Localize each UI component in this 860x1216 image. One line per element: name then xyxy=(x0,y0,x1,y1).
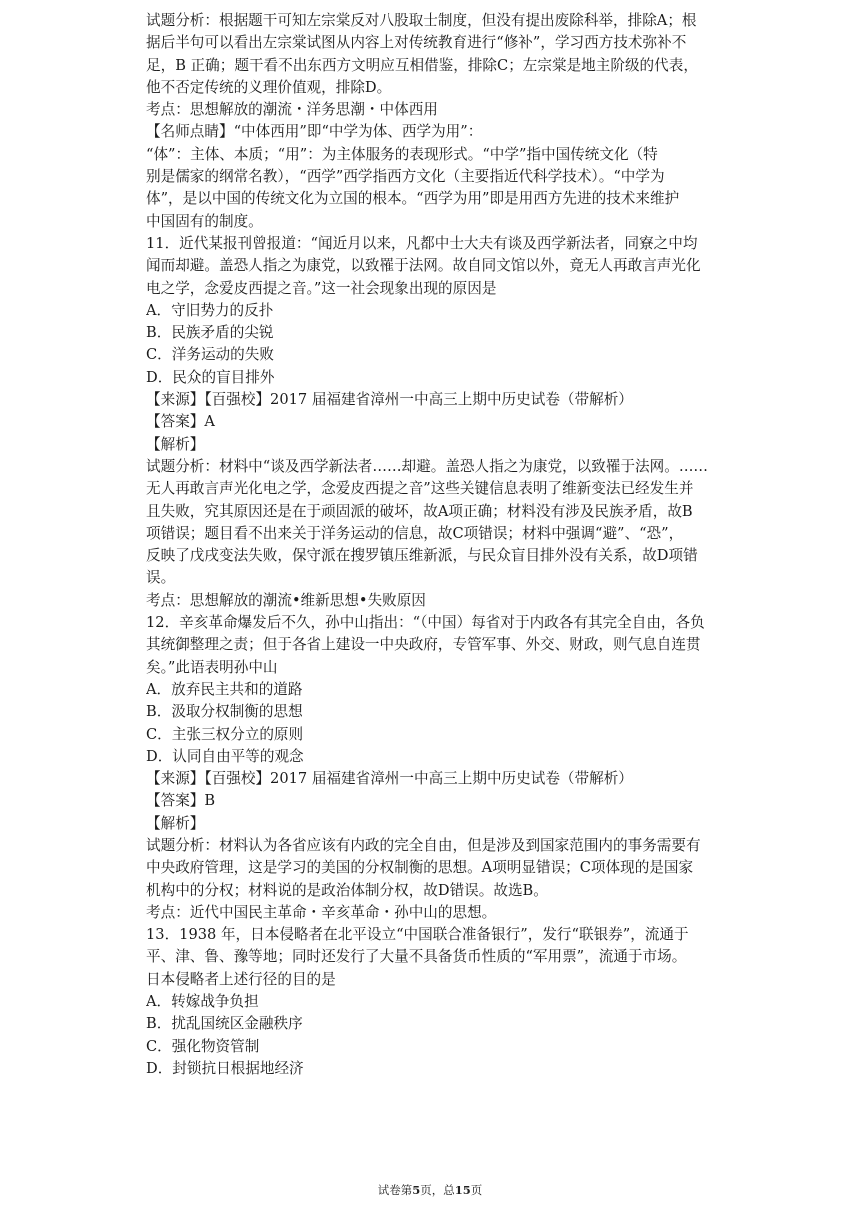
text-line: C．主张三权分立的原则 xyxy=(146,725,304,743)
text-line: 别是儒家的纲常名教），“西学”西学指西方文化（主要指近代科学技术）。“中学为 xyxy=(146,168,665,186)
text-line: 足，B 正确；题干看不出东西方文明应互相借鉴，排除C；左宗棠是地主阶级的代表， xyxy=(146,56,698,74)
text-line: 11．近代某报刊曾报道：“闻近月以来，凡都中士大夫有谈及西学新法者，同寮之中均 xyxy=(146,234,698,252)
text-line: 矣。”此语表明孙中山 xyxy=(146,658,278,676)
text-line: A．放弃民主共和的道路 xyxy=(146,680,303,698)
text-line: B．扰乱国统区金融秩序 xyxy=(146,1015,303,1033)
text-line: 【名师点睛】“中体西用”即“中学为体、西学为用”： xyxy=(146,123,483,141)
text-line: 试题分析：材料认为各省应该有内政的完全自由，但是涉及到国家范围内的事务需要有 xyxy=(146,836,701,854)
text-line: 中国固有的制度。 xyxy=(146,212,263,230)
text-line: 【解析】 xyxy=(146,435,205,453)
text-line: 【来源】【百强校】2017 届福建省漳州一中高三上期中历史试卷（带解析） xyxy=(146,770,633,788)
text-line: 考点：近代中国民主革命・辛亥革命・孙中山的思想。 xyxy=(146,903,497,921)
text-line: 体”，是以中国的传统文化为立国的根本。“西学为用”即是用西方先进的技术来维护 xyxy=(146,190,680,208)
text-line: 据后半句可以看出左宗棠试图从内容上对传统教育进行“修补”，学习西方技术弥补不 xyxy=(146,34,687,52)
text-line: 平、津、鲁、豫等地；同时还发行了大量不具备货币性质的“军用票”，流通于市场。 xyxy=(146,948,687,966)
footer-prefix: 试卷第 xyxy=(377,1183,413,1197)
document-body xyxy=(146,10,716,1080)
text-line: B．民族矛盾的尖锐 xyxy=(146,324,274,342)
text-line: C．强化物资管制 xyxy=(146,1037,260,1055)
text-line: B．汲取分权制衡的思想 xyxy=(146,703,303,721)
footer-middle: 页，总 xyxy=(420,1183,455,1197)
text-line: 试题分析：材料中“谈及西学新法者……却避。盖恐人指之为康党，以致罹于法网。…… xyxy=(146,457,709,475)
page-footer xyxy=(0,1182,860,1198)
text-line: 无人再敢言声光化电之学，念爱皮西提之音”这些关键信息表明了维新变法已经发生并 xyxy=(146,480,694,498)
text-line: 13．1938 年，日本侵略者在北平设立“中国联合准备银行”，发行“联银券”，流通于 xyxy=(146,926,689,944)
text-line: 【来源】【百强校】2017 届福建省漳州一中高三上期中历史试卷（带解析） xyxy=(146,391,633,409)
text-line: 【解析】 xyxy=(146,814,205,832)
text-line: 日本侵略者上述行径的目的是 xyxy=(146,970,336,988)
text-line: 12．辛亥革命爆发后不久，孙中山指出：“（中国）每省对于内政各有其完全自由，各负 xyxy=(146,614,705,632)
text-line: C．洋务运动的失败 xyxy=(146,346,274,364)
text-line: 闻而却避。盖恐人指之为康党，以致罹于法网。故自同文馆以外，竟无人再敢言声光化 xyxy=(146,257,701,275)
text-line: 且失败，究其原因还是在于顽固派的破坏，故A项正确；材料没有涉及民族矛盾，故B xyxy=(146,502,693,520)
text-line: D．认同自由平等的观念 xyxy=(146,747,304,765)
text-line: 反映了戊戌变法失败，保守派在搜罗镇压维新派，与民众盲目排外没有关系，故D项错 xyxy=(146,547,698,565)
text-line: 机构中的分权；材料说的是政治体制分权，故D错误。故选B。 xyxy=(146,881,548,899)
text-line: 中央政府管理，这是学习的美国的分权制衡的思想。A项明显错误；C项体现的是国家 xyxy=(146,859,694,877)
text-line: 【答案】A xyxy=(146,413,215,431)
text-line: 他不否定传统的义理价值观，排除D。 xyxy=(146,78,392,96)
text-line: 电之学，念爱皮西提之音。”这一社会现象出现的原因是 xyxy=(146,279,497,297)
text-line: 【答案】B xyxy=(146,792,216,810)
text-line: A．转嫁战争负担 xyxy=(146,993,259,1011)
text-line: 误。 xyxy=(146,569,176,587)
text-line: 其统御整理之责；但于各省上建设一中央政府，专管军事、外交、财政，则气息自连贯 xyxy=(146,636,701,654)
text-line: “体”：主体、本质；“用”：为主体服务的表现形式。“中学”指中国传统文化（特 xyxy=(146,145,658,163)
text-line: D．民众的盲目排外 xyxy=(146,368,275,386)
text-line: 试题分析：根据题干可知左宗棠反对八股取士制度，但没有提出废除科举，排除A；根 xyxy=(146,12,697,29)
text-line: A．守旧势力的反扑 xyxy=(146,301,274,319)
footer-suffix: 页 xyxy=(470,1183,483,1197)
text-line: 考点：思想解放的潮流・洋务思潮・中体西用 xyxy=(146,101,438,119)
text-line: 考点：思想解放的潮流•维新思想•失败原因 xyxy=(146,591,426,609)
text-line: D．封锁抗日根据地经济 xyxy=(146,1059,304,1077)
footer-total-pages: 15 xyxy=(454,1183,471,1197)
text-line: 项错误；题目看不出来关于洋务运动的信息，故C项错误；材料中强调“避”、“恐”， xyxy=(146,524,684,542)
footer-page-number: 5 xyxy=(412,1183,421,1197)
